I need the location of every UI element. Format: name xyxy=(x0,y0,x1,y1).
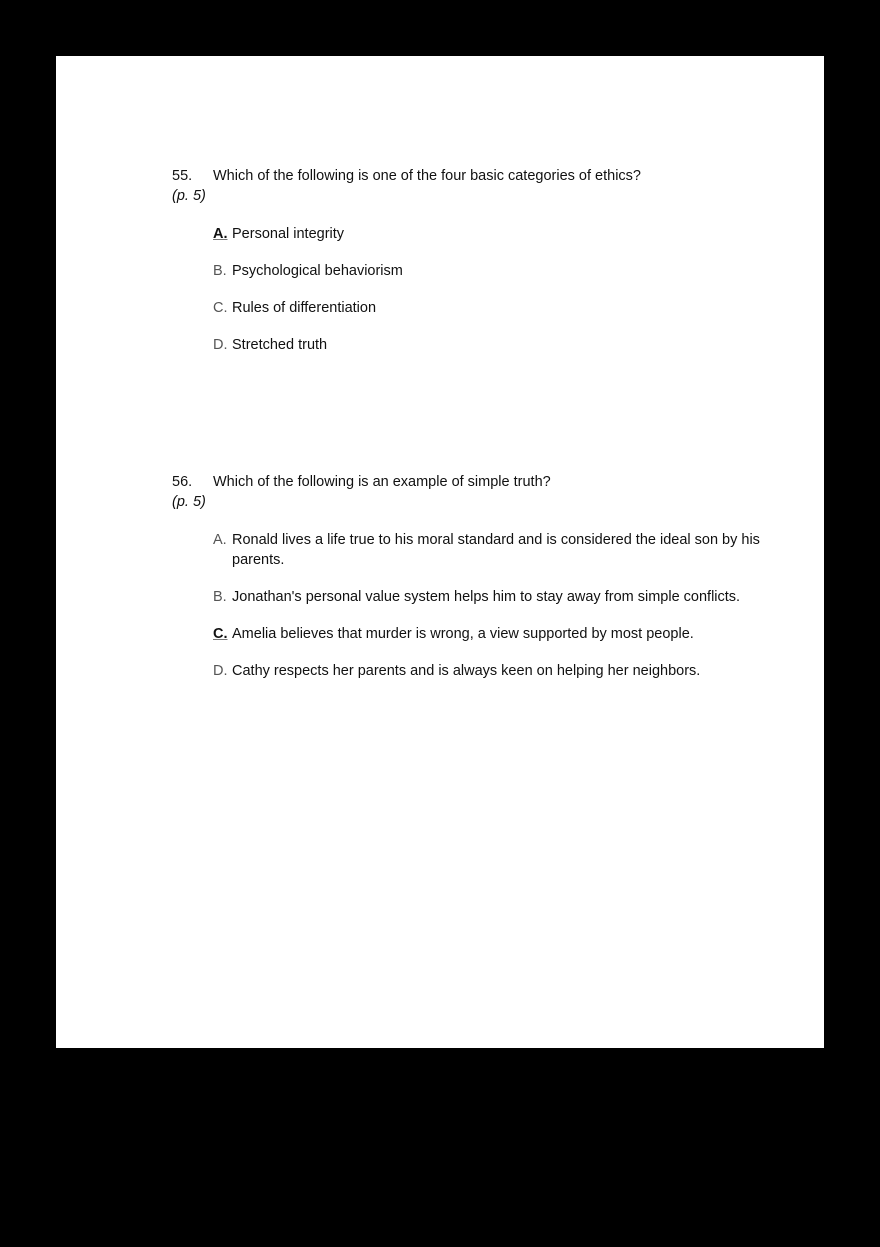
option-text: Psychological behaviorism xyxy=(232,263,403,279)
option-letter-correct: C. xyxy=(213,626,228,642)
option-text: Amelia believes that murder is wrong, a view supported by most people. xyxy=(232,626,694,642)
option-c xyxy=(213,624,772,644)
option-text: Rules of differentiation xyxy=(232,300,377,316)
option-d xyxy=(213,661,772,681)
page-reference: (p. 5) xyxy=(172,188,206,204)
option-c xyxy=(213,298,772,318)
option-letter: C. xyxy=(213,300,228,316)
option-text: Ronald lives a life true to his moral standard and is considered the ideal son by his parents. xyxy=(232,532,760,568)
option-text: Jonathan's personal value system helps him to stay away from simple conflicts. xyxy=(232,589,741,605)
question-56 xyxy=(172,472,772,698)
option-letter-correct: A. xyxy=(213,226,228,242)
question-number: 56. xyxy=(172,474,193,490)
answer-options xyxy=(172,530,772,681)
question-header xyxy=(172,472,772,492)
option-letter: B. xyxy=(213,263,227,279)
option-text: Personal integrity xyxy=(232,226,345,242)
question-55 xyxy=(172,166,772,372)
option-b xyxy=(213,587,772,607)
option-a xyxy=(213,530,772,570)
option-text: Stretched truth xyxy=(232,337,328,353)
option-letter: D. xyxy=(213,663,228,679)
option-letter: B. xyxy=(213,589,227,605)
question-text: Which of the following is one of the four basic categories of ethics? xyxy=(213,168,641,184)
option-d xyxy=(213,335,772,355)
answer-options xyxy=(172,224,772,355)
option-a xyxy=(213,224,772,244)
option-b xyxy=(213,261,772,281)
option-letter: A. xyxy=(213,532,227,548)
question-number: 55. xyxy=(172,168,193,184)
document-page xyxy=(56,56,824,1048)
page-reference: (p. 5) xyxy=(172,494,206,510)
question-text: Which of the following is an example of simple truth? xyxy=(213,474,551,490)
option-letter: D. xyxy=(213,337,228,353)
option-text: Cathy respects her parents and is always keen on helping her neighbors. xyxy=(232,663,701,679)
question-header xyxy=(172,166,772,186)
